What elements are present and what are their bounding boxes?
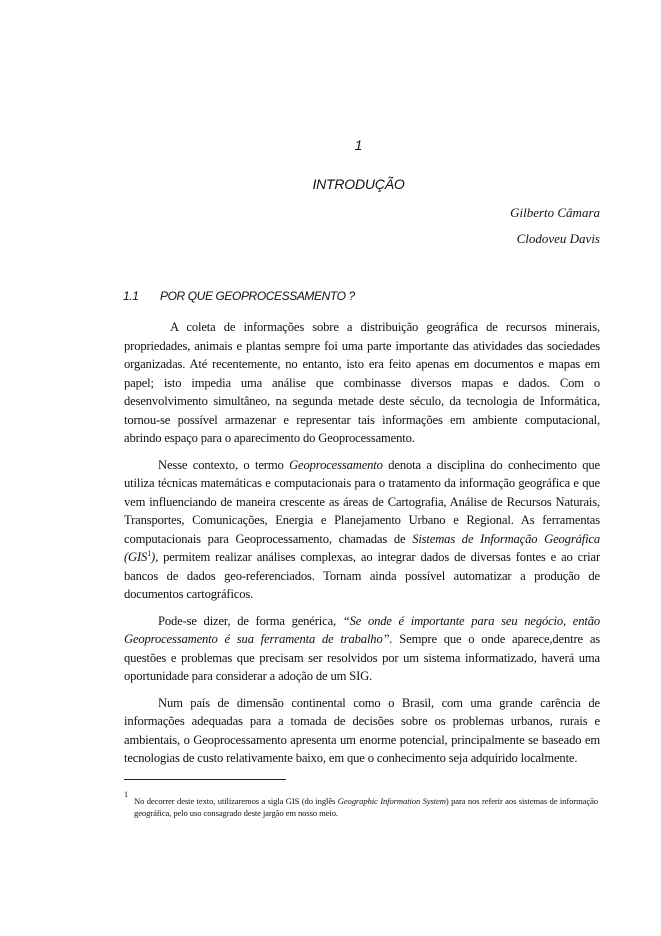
chapter-title: INTRODUÇÃO: [312, 176, 405, 192]
section-title: POR QUE GEOPROCESSAMENTO ?: [160, 289, 355, 303]
text-run: permitem realizar análises complexas, ao integrar dados de diversas fontes e ao criar bancos de dados geo-referenciados. Tornam ainda possível automatizar a produção de documentos cartográficos.: [124, 550, 600, 601]
paragraph-4: Num país de dimensão continental como o Brasil, com uma grande carência de informações adequadas para a tomada de decisões sobre os problemas urbanos, rurais e ambientais, o Geoprocessamento apresenta um enorme potencial, principalmente se baseado em tecnologias de custo relativamente baixo, em que o conhecimento seja adquirido localmente.: [124, 695, 600, 765]
paragraph-3: [124, 612, 600, 686]
text-run: denota a disciplina do conhecimento que utiliza técnicas matemáticas e computacionais para o tratamento da informação geográfica e que vem influenciando de maneira crescente as áreas de Cartografia, Análise de Recursos Naturais, Transportes, Comunicações, Energia e Planejamento Urbano e Regional. As ferramentas computacionais para Geoprocessamento, chamadas de: [124, 457, 600, 546]
footnote-divider: [124, 779, 286, 780]
paragraph-2: [124, 456, 600, 604]
emphasis-term: (GIS: [124, 550, 148, 564]
emphasis-term: Geoprocessamento: [289, 457, 383, 472]
text-run: ) para nos referir aos sistemas de informação geográfica, pelo uso consagrado deste jargão em nosso meio.: [134, 796, 598, 818]
emphasis-term: Geographic Information System: [337, 796, 446, 806]
text-run: Nesse contexto, o termo: [158, 457, 290, 472]
chapter-number: 1: [354, 137, 363, 153]
author-name: Clodoveu Davis: [516, 231, 600, 246]
paragraph-1: A coleta de informações sobre a distribuição geográfica de recursos minerais, propriedades, animais e plantas sempre foi uma parte importante das atividades das sociedades organizadas. Até recentemente, no entanto, isto era feito apenas em documentos e mapas em papel; isto impedia uma análise que combinasse diversos mapas e dados. Com o desenvolvimento simultâneo, na segunda metade deste século, da tecnologia de Informática, tornou-se possível armazenar e representar tais informações em ambiente computacional, abrindo espaço para o aparecimento do Geoprocessamento.: [124, 320, 600, 445]
author-list: [510, 200, 600, 252]
author-name: Gilberto Câmara: [510, 205, 600, 220]
text-run: No decorrer deste texto, utilizaremos a sigla GIS (do inglês: [134, 796, 338, 806]
section-number: 1.1: [123, 289, 139, 303]
text-run: Sempre que o onde aparece,dentre as questões e problemas que precisam ser resolvidos por um sistema informatizado, haverá uma oportunidade para considerar a adoção de um SIG.: [124, 632, 601, 683]
footnote-text: [134, 795, 598, 819]
footnote-reference[interactable]: 1: [147, 548, 152, 558]
footnote: $^1$No decorrer deste texto, utilizaremos a sigla GIS (do inglês Geographic Information System) para nos referir aos sistemas de informação geográfica, pelo uso consagrado deste jargão em nosso meio.: [124, 790, 598, 818]
quote: “Se onde é importante para seu negócio, então Geoprocessamento é sua ferramenta de trabalho”.: [124, 613, 601, 646]
emphasis-term: Sistemas de Informação Geográfica: [412, 531, 601, 546]
emphasis-term: ),: [151, 550, 159, 564]
body-text: [124, 318, 600, 776]
section-heading: [123, 289, 355, 303]
text-run: Pode-se dizer, de forma genérica,: [158, 613, 343, 628]
